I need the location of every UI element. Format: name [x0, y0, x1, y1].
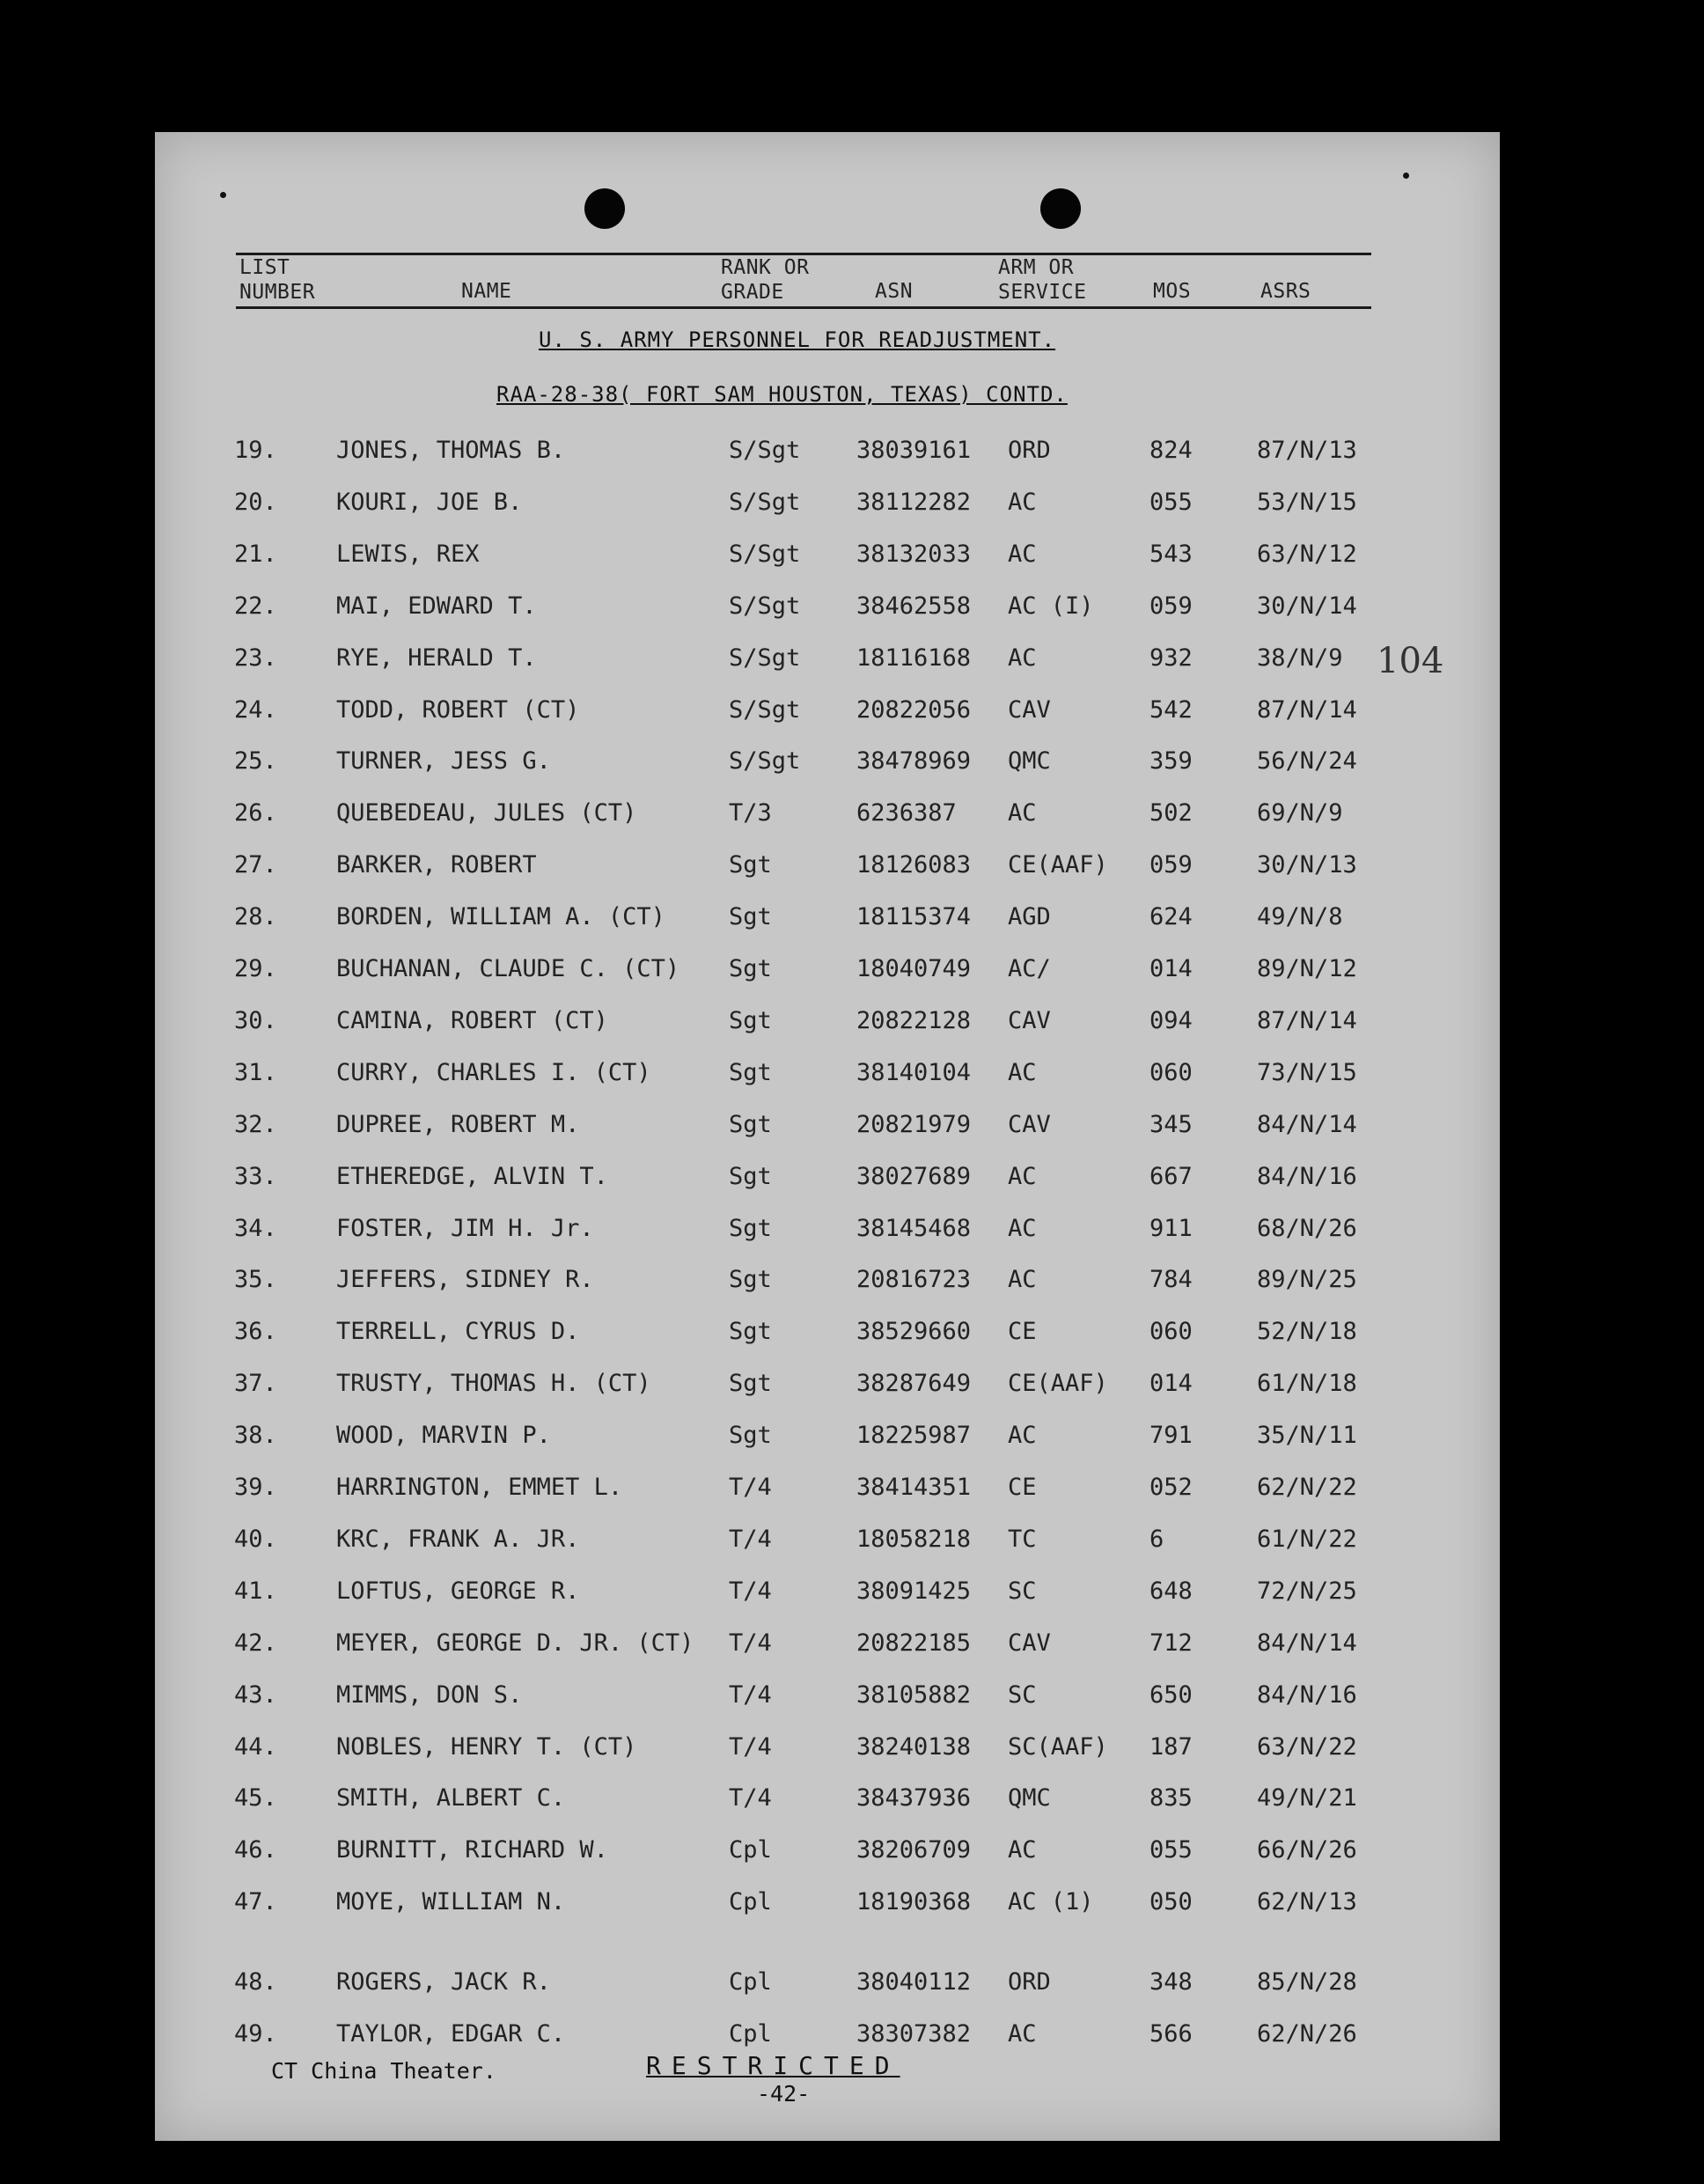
cell-asrs: 52/N/18 [1257, 1318, 1357, 1346]
table-row [155, 1366, 1500, 1401]
cell-grade: Sgt [729, 1370, 772, 1398]
cell-asrs: 49/N/21 [1257, 1784, 1357, 1813]
cell-arm-or-service: AC (I) [1008, 592, 1094, 620]
cell-mos: 359 [1149, 747, 1193, 776]
cell-grade: S/Sgt [729, 540, 801, 568]
cell-grade: T/4 [729, 1474, 772, 1501]
cell-grade: T/3 [729, 799, 772, 827]
cell-asrs: 84/N/14 [1257, 1110, 1357, 1138]
header-asrs: ASRS [1260, 280, 1311, 303]
cell-list-number: 31. [234, 1058, 277, 1086]
cell-list-number: 45. [234, 1784, 277, 1813]
cell-grade: S/Sgt [729, 695, 801, 724]
cell-name: ETHEREDGE, ALVIN T. [336, 1162, 608, 1190]
speck-mark [1403, 173, 1409, 179]
cell-list-number: 23. [234, 643, 277, 672]
cell-mos: 835 [1149, 1784, 1193, 1813]
cell-asrs: 68/N/26 [1257, 1214, 1357, 1242]
cell-mos: 542 [1149, 695, 1193, 724]
cell-asn: 38105882 [856, 1680, 972, 1709]
cell-asn: 38027689 [856, 1162, 972, 1190]
cell-list-number: 49. [234, 2020, 277, 2048]
cell-asn: 18225987 [856, 1422, 972, 1450]
cell-asrs: 30/N/13 [1257, 851, 1357, 879]
cell-grade: S/Sgt [729, 488, 801, 516]
cell-grade: Sgt [729, 851, 772, 879]
cell-asrs: 87/N/13 [1257, 437, 1357, 464]
footer-note: CT China Theater. [271, 2058, 496, 2084]
cell-name: FOSTER, JIM H. Jr. [336, 1214, 594, 1242]
header-rank: RANK OR GRADE [721, 256, 810, 304]
cell-arm-or-service: AC [1008, 643, 1037, 672]
header-arm: ARM OR SERVICE [998, 256, 1087, 304]
cell-asn: 38240138 [856, 1732, 972, 1761]
cell-mos: 650 [1149, 1680, 1193, 1709]
cell-mos: 059 [1149, 851, 1193, 879]
table-row [155, 1833, 1500, 1868]
cell-asn: 18126083 [856, 851, 972, 879]
table-row [155, 744, 1500, 779]
cell-asn: 38091425 [856, 1577, 972, 1605]
cell-name: TRUSTY, THOMAS H. (CT) [336, 1370, 651, 1398]
cell-grade: Sgt [729, 1162, 772, 1190]
cell-asrs: 84/N/14 [1257, 1629, 1357, 1657]
cell-name: MAI, EDWARD T. [336, 592, 537, 620]
cell-name: LEWIS, REX [336, 540, 480, 568]
cell-asn: 38112282 [856, 488, 972, 516]
cell-asn: 38462558 [856, 592, 972, 620]
cell-grade: Sgt [729, 1110, 772, 1138]
cell-name: MIMMS, DON S. [336, 1680, 523, 1709]
cell-grade: T/4 [729, 1680, 772, 1709]
cell-name: LOFTUS, GEORGE R. [336, 1577, 580, 1605]
cell-arm-or-service: AC [1008, 1266, 1037, 1294]
cell-asn: 20821979 [856, 1110, 972, 1138]
cell-asn: 18190368 [856, 1888, 972, 1916]
cell-arm-or-service: CAV [1008, 1110, 1051, 1138]
table-row [155, 1574, 1500, 1609]
cell-asrs: 61/N/18 [1257, 1370, 1357, 1398]
table-row [155, 693, 1500, 728]
cell-arm-or-service: CE [1008, 1474, 1037, 1501]
cell-arm-or-service: AC/ [1008, 955, 1051, 982]
cell-name: JONES, THOMAS B. [336, 437, 566, 464]
cell-mos: 502 [1149, 799, 1193, 827]
cell-name: RYE, HERALD T. [336, 643, 537, 672]
cell-grade: S/Sgt [729, 592, 801, 620]
cell-grade: Sgt [729, 1266, 772, 1294]
cell-list-number: 46. [234, 1836, 277, 1864]
cell-list-number: 21. [234, 540, 277, 568]
cell-grade: T/4 [729, 1784, 772, 1813]
cell-asrs: 73/N/15 [1257, 1058, 1357, 1086]
table-row [155, 1055, 1500, 1091]
cell-asrs: 84/N/16 [1257, 1680, 1357, 1709]
cell-mos: 6 [1149, 1525, 1164, 1553]
cell-asn: 38145468 [856, 1214, 972, 1242]
cell-arm-or-service: AC [1008, 1162, 1037, 1190]
cell-arm-or-service: CAV [1008, 1006, 1051, 1034]
cell-name: JEFFERS, SIDNEY R. [336, 1266, 594, 1294]
cell-list-number: 33. [234, 1162, 277, 1190]
cell-asn: 38140104 [856, 1058, 972, 1086]
cell-mos: 052 [1149, 1474, 1193, 1501]
cell-list-number: 48. [234, 1968, 277, 1996]
cell-name: BORDEN, WILLIAM A. (CT) [336, 903, 665, 931]
margin-number: 104 [1377, 641, 1444, 681]
table-row [155, 1159, 1500, 1195]
header-list-number: LIST NUMBER [239, 256, 316, 304]
cell-name: BURNITT, RICHARD W. [336, 1836, 608, 1864]
header-rule-bottom [236, 306, 1371, 309]
cell-asn: 18116168 [856, 643, 972, 672]
cell-arm-or-service: AC [1008, 1422, 1037, 1450]
cell-arm-or-service: CE(AAF) [1008, 851, 1108, 879]
cell-asrs: 72/N/25 [1257, 1577, 1357, 1605]
cell-mos: 784 [1149, 1266, 1193, 1294]
page-number: -42- [757, 2081, 811, 2107]
cell-list-number: 32. [234, 1110, 277, 1138]
header-mos: MOS [1153, 280, 1192, 303]
table-row [155, 485, 1500, 520]
cell-grade: Sgt [729, 1214, 772, 1242]
cell-arm-or-service: AC [1008, 1836, 1037, 1864]
cell-arm-or-service: QMC [1008, 1784, 1051, 1813]
table-row [155, 796, 1500, 831]
cell-arm-or-service: SC(AAF) [1008, 1732, 1108, 1761]
cell-mos: 055 [1149, 488, 1193, 516]
table-row [155, 1004, 1500, 1039]
cell-list-number: 28. [234, 903, 277, 931]
cell-name: BUCHANAN, CLAUDE C. (CT) [336, 955, 680, 982]
cell-list-number: 26. [234, 799, 277, 827]
cell-asrs: 89/N/12 [1257, 955, 1357, 982]
cell-asrs: 66/N/26 [1257, 1836, 1357, 1864]
cell-mos: 055 [1149, 1836, 1193, 1864]
cell-name: QUEBEDEAU, JULES (CT) [336, 799, 637, 827]
cell-grade: Sgt [729, 903, 772, 931]
table-row [155, 1965, 1500, 2000]
table-row [155, 1678, 1500, 1713]
cell-asrs: 63/N/22 [1257, 1732, 1357, 1761]
cell-asrs: 35/N/11 [1257, 1422, 1357, 1450]
document-subtitle: RAA-28-38( FORT SAM HOUSTON, TEXAS) CONTD. [496, 382, 1068, 407]
cell-asrs: 62/N/22 [1257, 1474, 1357, 1501]
cell-name: ROGERS, JACK R. [336, 1968, 551, 1996]
cell-list-number: 42. [234, 1629, 277, 1657]
cell-asn: 18040749 [856, 955, 972, 982]
cell-asrs: 85/N/28 [1257, 1968, 1357, 1996]
document-title: U. S. ARMY PERSONNEL FOR READJUSTMENT. [539, 327, 1056, 352]
cell-list-number: 36. [234, 1318, 277, 1346]
cell-arm-or-service: QMC [1008, 747, 1051, 776]
table-row [155, 1211, 1500, 1246]
cell-list-number: 24. [234, 695, 277, 724]
cell-asn: 20822128 [856, 1006, 972, 1034]
punch-hole-right [1040, 188, 1081, 229]
cell-asn: 38206709 [856, 1836, 972, 1864]
cell-grade: Cpl [729, 1836, 772, 1864]
cell-asrs: 53/N/15 [1257, 488, 1357, 516]
cell-mos: 059 [1149, 592, 1193, 620]
table-row [155, 1522, 1500, 1557]
cell-arm-or-service: AC [1008, 799, 1037, 827]
cell-arm-or-service: AC [1008, 1058, 1037, 1086]
cell-asn: 20822185 [856, 1629, 972, 1657]
cell-mos: 543 [1149, 540, 1193, 568]
cell-grade: S/Sgt [729, 437, 801, 464]
cell-list-number: 35. [234, 1266, 277, 1294]
cell-mos: 566 [1149, 2020, 1193, 2048]
cell-arm-or-service: AC [1008, 540, 1037, 568]
table-row [155, 1885, 1500, 1920]
table-row [155, 2017, 1500, 2052]
cell-asrs: 84/N/16 [1257, 1162, 1357, 1190]
cell-name: KRC, FRANK A. JR. [336, 1525, 580, 1553]
cell-list-number: 19. [234, 437, 277, 464]
restricted-stamp: RESTRICTED [646, 2051, 900, 2080]
cell-asrs: 38/N/9 [1257, 643, 1343, 672]
cell-arm-or-service: CAV [1008, 695, 1051, 724]
cell-grade: Sgt [729, 1006, 772, 1034]
cell-name: MEYER, GEORGE D. JR. (CT) [336, 1629, 694, 1657]
cell-asrs: 87/N/14 [1257, 1006, 1357, 1034]
table-row [155, 1107, 1500, 1143]
cell-arm-or-service: CE [1008, 1318, 1037, 1346]
cell-name: TERRELL, CYRUS D. [336, 1318, 580, 1346]
table-row [155, 1470, 1500, 1505]
cell-mos: 712 [1149, 1629, 1193, 1657]
cell-list-number: 30. [234, 1006, 277, 1034]
cell-mos: 624 [1149, 903, 1193, 931]
cell-asrs: 87/N/14 [1257, 695, 1357, 724]
cell-name: SMITH, ALBERT C. [336, 1784, 566, 1813]
cell-mos: 932 [1149, 643, 1193, 672]
cell-name: CURRY, CHARLES I. (CT) [336, 1058, 651, 1086]
cell-list-number: 27. [234, 851, 277, 879]
cell-name: TODD, ROBERT (CT) [336, 695, 580, 724]
cell-asn: 38040112 [856, 1968, 972, 1996]
cell-asn: 38414351 [856, 1474, 972, 1501]
table-row [155, 641, 1500, 676]
cell-mos: 824 [1149, 437, 1193, 464]
cell-asrs: 30/N/14 [1257, 592, 1357, 620]
punch-hole-left [584, 188, 625, 229]
cell-asn: 38437936 [856, 1784, 972, 1813]
cell-asn: 6236387 [856, 799, 957, 827]
cell-grade: S/Sgt [729, 747, 801, 776]
cell-list-number: 40. [234, 1525, 277, 1553]
header-name: NAME [461, 280, 512, 303]
cell-arm-or-service: AC (1) [1008, 1888, 1094, 1916]
table-row [155, 1314, 1500, 1349]
cell-grade: Sgt [729, 1318, 772, 1346]
table-row [155, 1262, 1500, 1298]
speck-mark [220, 192, 226, 198]
cell-asn: 38287649 [856, 1370, 972, 1398]
cell-mos: 060 [1149, 1318, 1193, 1346]
cell-grade: T/4 [729, 1577, 772, 1605]
cell-name: BARKER, ROBERT [336, 851, 537, 879]
cell-list-number: 39. [234, 1474, 277, 1501]
cell-asrs: 89/N/25 [1257, 1266, 1357, 1294]
document-page [155, 132, 1500, 2141]
cell-name: NOBLES, HENRY T. (CT) [336, 1732, 637, 1761]
cell-mos: 911 [1149, 1214, 1193, 1242]
table-row [155, 848, 1500, 883]
table-row [155, 900, 1500, 935]
cell-mos: 060 [1149, 1058, 1193, 1086]
cell-list-number: 37. [234, 1370, 277, 1398]
cell-name: DUPREE, ROBERT M. [336, 1110, 580, 1138]
cell-arm-or-service: CE(AAF) [1008, 1370, 1108, 1398]
cell-arm-or-service: AC [1008, 488, 1037, 516]
header-asn: ASN [875, 280, 914, 303]
table-row [155, 1781, 1500, 1816]
cell-mos: 345 [1149, 1110, 1193, 1138]
cell-mos: 014 [1149, 955, 1193, 982]
cell-arm-or-service: SC [1008, 1680, 1037, 1709]
cell-asn: 18115374 [856, 903, 972, 931]
cell-name: CAMINA, ROBERT (CT) [336, 1006, 608, 1034]
cell-asn: 18058218 [856, 1525, 972, 1553]
cell-asn: 38132033 [856, 540, 972, 568]
cell-asrs: 62/N/13 [1257, 1888, 1357, 1916]
cell-list-number: 44. [234, 1732, 277, 1761]
table-row [155, 1626, 1500, 1661]
cell-grade: Sgt [729, 955, 772, 982]
cell-list-number: 38. [234, 1422, 277, 1450]
cell-grade: T/4 [729, 1732, 772, 1761]
cell-asn: 20816723 [856, 1266, 972, 1294]
cell-asrs: 69/N/9 [1257, 799, 1343, 827]
cell-list-number: 29. [234, 955, 277, 982]
cell-asrs: 62/N/26 [1257, 2020, 1357, 2048]
cell-list-number: 47. [234, 1888, 277, 1916]
cell-name: MOYE, WILLIAM N. [336, 1888, 566, 1916]
table-row [155, 1418, 1500, 1453]
cell-arm-or-service: TC [1008, 1525, 1037, 1553]
cell-asn: 38039161 [856, 437, 972, 464]
cell-list-number: 43. [234, 1680, 277, 1709]
table-row [155, 952, 1500, 987]
cell-mos: 187 [1149, 1732, 1193, 1761]
cell-name: WOOD, MARVIN P. [336, 1422, 551, 1450]
cell-arm-or-service: AGD [1008, 903, 1051, 931]
cell-mos: 050 [1149, 1888, 1193, 1916]
cell-arm-or-service: AC [1008, 1214, 1037, 1242]
cell-mos: 648 [1149, 1577, 1193, 1605]
cell-grade: Sgt [729, 1058, 772, 1086]
cell-mos: 094 [1149, 1006, 1193, 1034]
cell-list-number: 25. [234, 747, 277, 776]
cell-grade: Cpl [729, 1888, 772, 1916]
cell-arm-or-service: ORD [1008, 437, 1051, 464]
table-row [155, 433, 1500, 468]
cell-arm-or-service: SC [1008, 1577, 1037, 1605]
cell-grade: Sgt [729, 1422, 772, 1450]
cell-asrs: 63/N/12 [1257, 540, 1357, 568]
cell-list-number: 41. [234, 1577, 277, 1605]
cell-grade: T/4 [729, 1525, 772, 1553]
cell-grade: T/4 [729, 1629, 772, 1657]
cell-grade: S/Sgt [729, 643, 801, 672]
cell-asn: 38478969 [856, 747, 972, 776]
cell-mos: 348 [1149, 1968, 1193, 1996]
cell-name: TAYLOR, EDGAR C. [336, 2020, 566, 2048]
cell-arm-or-service: CAV [1008, 1629, 1051, 1657]
table-row [155, 537, 1500, 572]
cell-asrs: 61/N/22 [1257, 1525, 1357, 1553]
cell-asrs: 49/N/8 [1257, 903, 1343, 931]
cell-arm-or-service: AC [1008, 2020, 1037, 2048]
cell-mos: 791 [1149, 1422, 1193, 1450]
cell-grade: Cpl [729, 2020, 772, 2048]
cell-name: HARRINGTON, EMMET L. [336, 1474, 623, 1501]
cell-list-number: 34. [234, 1214, 277, 1242]
table-row [155, 1730, 1500, 1765]
cell-asn: 20822056 [856, 695, 972, 724]
cell-grade: Cpl [729, 1968, 772, 1996]
table-row [155, 589, 1500, 624]
cell-mos: 014 [1149, 1370, 1193, 1398]
cell-asrs: 56/N/24 [1257, 747, 1357, 776]
cell-arm-or-service: ORD [1008, 1968, 1051, 1996]
cell-list-number: 20. [234, 488, 277, 516]
cell-mos: 667 [1149, 1162, 1193, 1190]
cell-asn: 38529660 [856, 1318, 972, 1346]
cell-name: KOURI, JOE B. [336, 488, 523, 516]
cell-list-number: 22. [234, 592, 277, 620]
cell-name: TURNER, JESS G. [336, 747, 551, 776]
cell-asn: 38307382 [856, 2020, 972, 2048]
